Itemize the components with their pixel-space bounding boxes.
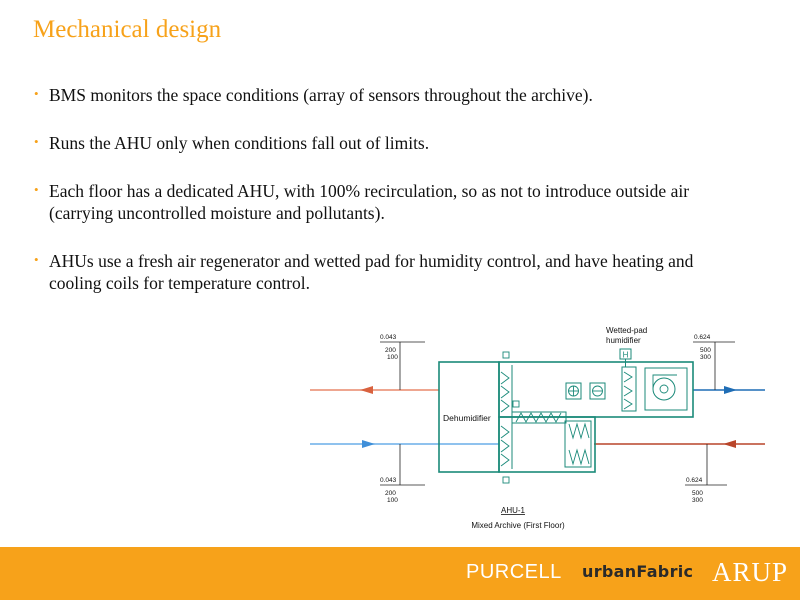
bullet-item <box>34 250 734 294</box>
supply-arrow-icon <box>724 386 737 394</box>
duct-flow-value: 0.624 <box>686 477 703 484</box>
duct-flow-value: 0.624 <box>694 334 711 341</box>
return-arrow-icon <box>723 440 736 448</box>
intake-arrow-icon <box>362 440 375 448</box>
bullet-dot-icon: • <box>34 86 39 101</box>
bullet-text: AHUs use a fresh air regenerator and wetted pad for humidity control, and have heating and cooling coils for temperature control. <box>49 251 694 293</box>
sensor-icon <box>513 401 519 407</box>
arup-logo: ARUP <box>712 557 789 587</box>
bullet-dot-icon: • <box>34 134 39 149</box>
exhaust-arrow-icon <box>360 386 373 394</box>
duct-dimension: 200 <box>385 490 396 497</box>
bullet-list <box>34 84 734 320</box>
unit-location: Mixed Archive (First Floor) <box>471 521 565 530</box>
duct-dimension: 100 <box>387 354 398 361</box>
duct-dimension: 500 <box>700 347 711 354</box>
duct-dimension: 100 <box>387 497 398 504</box>
sensor-icon <box>503 477 509 483</box>
dehumidifier-label: Dehumidifier <box>443 413 491 423</box>
sensor-icon <box>503 352 509 358</box>
footer-bar <box>0 547 800 600</box>
duct-dimension: 300 <box>692 497 703 504</box>
bullet-item <box>34 132 734 154</box>
duct-dimension: 500 <box>692 490 703 497</box>
bullet-dot-icon: • <box>34 182 39 197</box>
duct-dimension: 300 <box>700 354 711 361</box>
duct-flow-value: 0.043 <box>380 477 397 484</box>
ahu-upper-casing <box>499 362 693 417</box>
humidifier-label-line2: humidifier <box>606 336 641 345</box>
bullet-item <box>34 84 734 106</box>
ahu-schematic <box>305 320 775 535</box>
bullet-dot-icon: • <box>34 252 39 267</box>
regenerator-wheel-icon <box>501 372 509 466</box>
unit-name: AHU-1 <box>500 506 526 515</box>
duct-flow-value: 0.043 <box>380 334 397 341</box>
bullet-text: BMS monitors the space conditions (array of sensors throughout the archive). <box>49 85 593 105</box>
humidifier-label-line1: Wetted-pad <box>606 326 648 335</box>
humidifier-symbol: H <box>622 350 629 360</box>
urban-fabric-logo: urbanFabric <box>582 562 694 581</box>
bullet-text: Runs the AHU only when conditions fall out of limits. <box>49 133 430 153</box>
bullet-text: Each floor has a dedicated AHU, with 100% recirculation, so as not to introduce outside air (carrying uncontrolled moisture and pollutants). <box>49 181 690 223</box>
supply-fan-icon <box>645 368 687 410</box>
duct-dimension: 200 <box>385 347 396 354</box>
slide-title: Mechanical design <box>33 16 222 43</box>
purcell-logo: PURCELL <box>466 561 562 583</box>
bullet-item <box>34 180 734 224</box>
